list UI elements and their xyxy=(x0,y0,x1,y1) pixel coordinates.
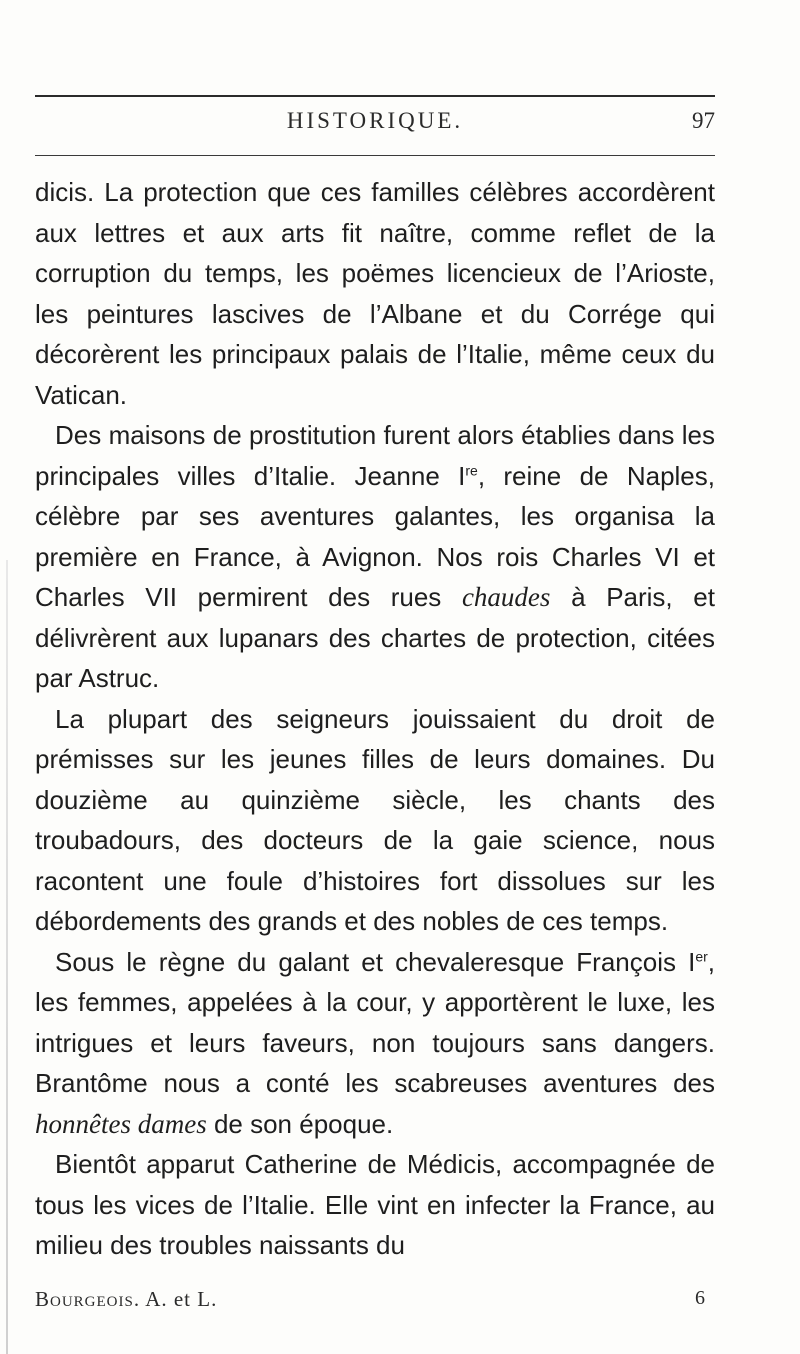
italic-text: honnêtes dames xyxy=(35,1108,207,1139)
paragraph xyxy=(35,699,715,942)
paragraph xyxy=(35,415,715,699)
text-run: , les femmes, appelées à la cour, y apportèrent le luxe, les intrigues et leurs faveurs, non toujours sans dangers. Brantôme nous a conté les scabreuses aventures des xyxy=(35,946,715,1098)
text-run: dicis. La protection que ces familles célèbres accordèrent aux lettres et aux arts fit naître, comme reflet de la corruption du temps, les poëmes licencieux de l’Arioste, les peintures lascives de l’Albane et du Corrége qui décorèrent les principaux palais de l’Italie, même ceux du Vatican. xyxy=(35,177,715,410)
text-run: Sous le règne du galant et chevaleresque François I xyxy=(55,946,696,977)
paragraph xyxy=(35,1144,715,1266)
text-run: , reine de Naples, célèbre par ses aventures galantes, les organisa la première en France, à Avignon. Nos rois Charles VI et Charles VII permirent des rues xyxy=(35,460,715,612)
header-rule-top xyxy=(35,95,715,97)
italic-text: chaudes xyxy=(461,582,551,612)
text-run: à Paris, et délivrèrent aux lupanars des chartes de protection, citées par Astruc. xyxy=(35,582,715,693)
page-footer xyxy=(35,1287,705,1319)
paragraph xyxy=(35,172,715,415)
sheet-number: 6 xyxy=(695,1287,705,1309)
signature-tail: . A. et L. xyxy=(133,1287,218,1311)
text-run: La plupart des seigneurs jouissaient du droit de prémisses sur les jeunes filles de leurs domaines. Du douzième au quinzième siècle, les chants des troubadours, des docteurs de la gaie science, nous racontent une foule d’histoires fort dissolues sur les débordements des grands et des nobles de ces temps. xyxy=(35,703,715,936)
signature-smallcaps: ourgeois xyxy=(50,1287,134,1311)
superscript: er xyxy=(695,947,708,964)
paragraph xyxy=(35,942,715,1145)
superscript: re xyxy=(465,461,478,478)
page-edge-shadow xyxy=(6,560,8,1354)
printer-signature xyxy=(35,1287,217,1312)
signature-initial: B xyxy=(35,1287,51,1311)
body-text xyxy=(35,172,715,1266)
page-number: 97 xyxy=(692,108,715,133)
text-run: Des maisons de prostitution furent alors établies dans les principales villes d’Italie. Jeanne I xyxy=(35,420,715,491)
text-run: de son époque. xyxy=(206,1108,394,1139)
text-run: Bientôt apparut Catherine de Médicis, accompagnée de tous les vices de l’Italie. Elle vint en infecter la France, au milieu des troubles naissants du xyxy=(35,1149,715,1260)
running-head: HISTORIQUE. xyxy=(286,108,464,133)
page-header xyxy=(35,108,715,148)
header-rule-bottom xyxy=(35,155,715,156)
